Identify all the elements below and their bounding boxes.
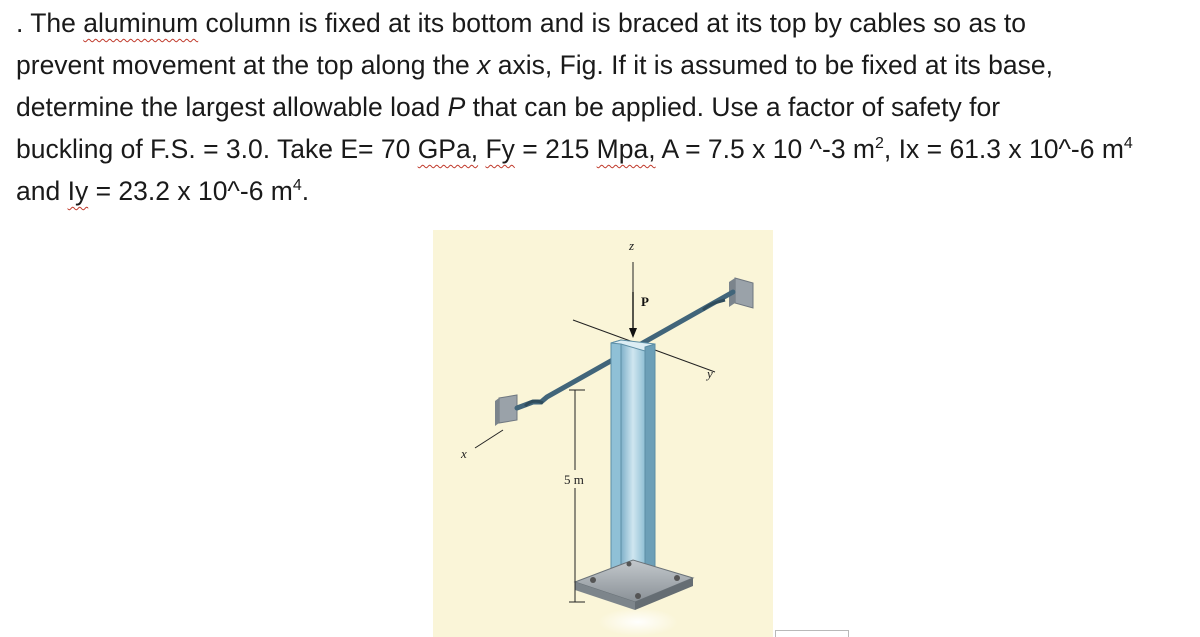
spellcheck-word[interactable]: aluminum [83, 8, 199, 38]
text-span: prevent movement at the top along the [16, 50, 478, 80]
text-span: . [301, 176, 310, 206]
selection-handle[interactable] [775, 630, 849, 637]
column-figure[interactable] [433, 230, 773, 637]
problem-statement [16, 2, 1191, 212]
problem-line-1 [16, 2, 1191, 44]
text-span: = 215 [514, 134, 597, 164]
height-label: 5 m [564, 472, 584, 487]
text-span: column is fixed at its bottom and is braced at its top by cables so as to [198, 8, 1026, 38]
spellcheck-word[interactable]: Fy [485, 134, 515, 164]
problem-line-3 [16, 86, 1191, 128]
text-span: A = 7.5 x 10 ^-3 m [655, 134, 875, 164]
spellcheck-word[interactable]: GPa, [417, 134, 479, 164]
text-span: = 23.2 x 10^-6 m [88, 176, 293, 206]
problem-line-5 [16, 170, 1191, 212]
problem-line-2 [16, 44, 1191, 86]
text-span: that can be applied. Use a factor of safety for [465, 92, 1001, 122]
x-axis-label: x [461, 446, 467, 461]
text-span: , Ix = 61.3 x 10^-6 m [883, 134, 1124, 164]
spellcheck-word[interactable]: Mpa, [596, 134, 656, 164]
text-span: and [16, 176, 68, 206]
column-diagram [433, 230, 773, 637]
load-label: P [641, 294, 649, 309]
aluminum-column [611, 340, 655, 590]
y-axis-label: y [707, 366, 713, 381]
text-span: . The [16, 8, 84, 38]
italic-variable: x [477, 50, 491, 80]
superscript: 2 [875, 135, 884, 152]
text-span: buckling of F.S. = 3.0. Take E= 70 [16, 134, 418, 164]
text-span: axis, Fig. If it is assumed to be fixed at its base, [490, 50, 1053, 80]
spellcheck-word[interactable]: Iy [67, 176, 89, 206]
superscript: 4 [292, 177, 302, 194]
superscript: 4 [1123, 135, 1133, 152]
z-axis-label: z [629, 238, 635, 253]
italic-variable: P [447, 92, 466, 122]
text-span: determine the largest allowable load [16, 92, 448, 122]
ground-highlight [598, 608, 678, 636]
problem-line-4 [16, 128, 1191, 170]
